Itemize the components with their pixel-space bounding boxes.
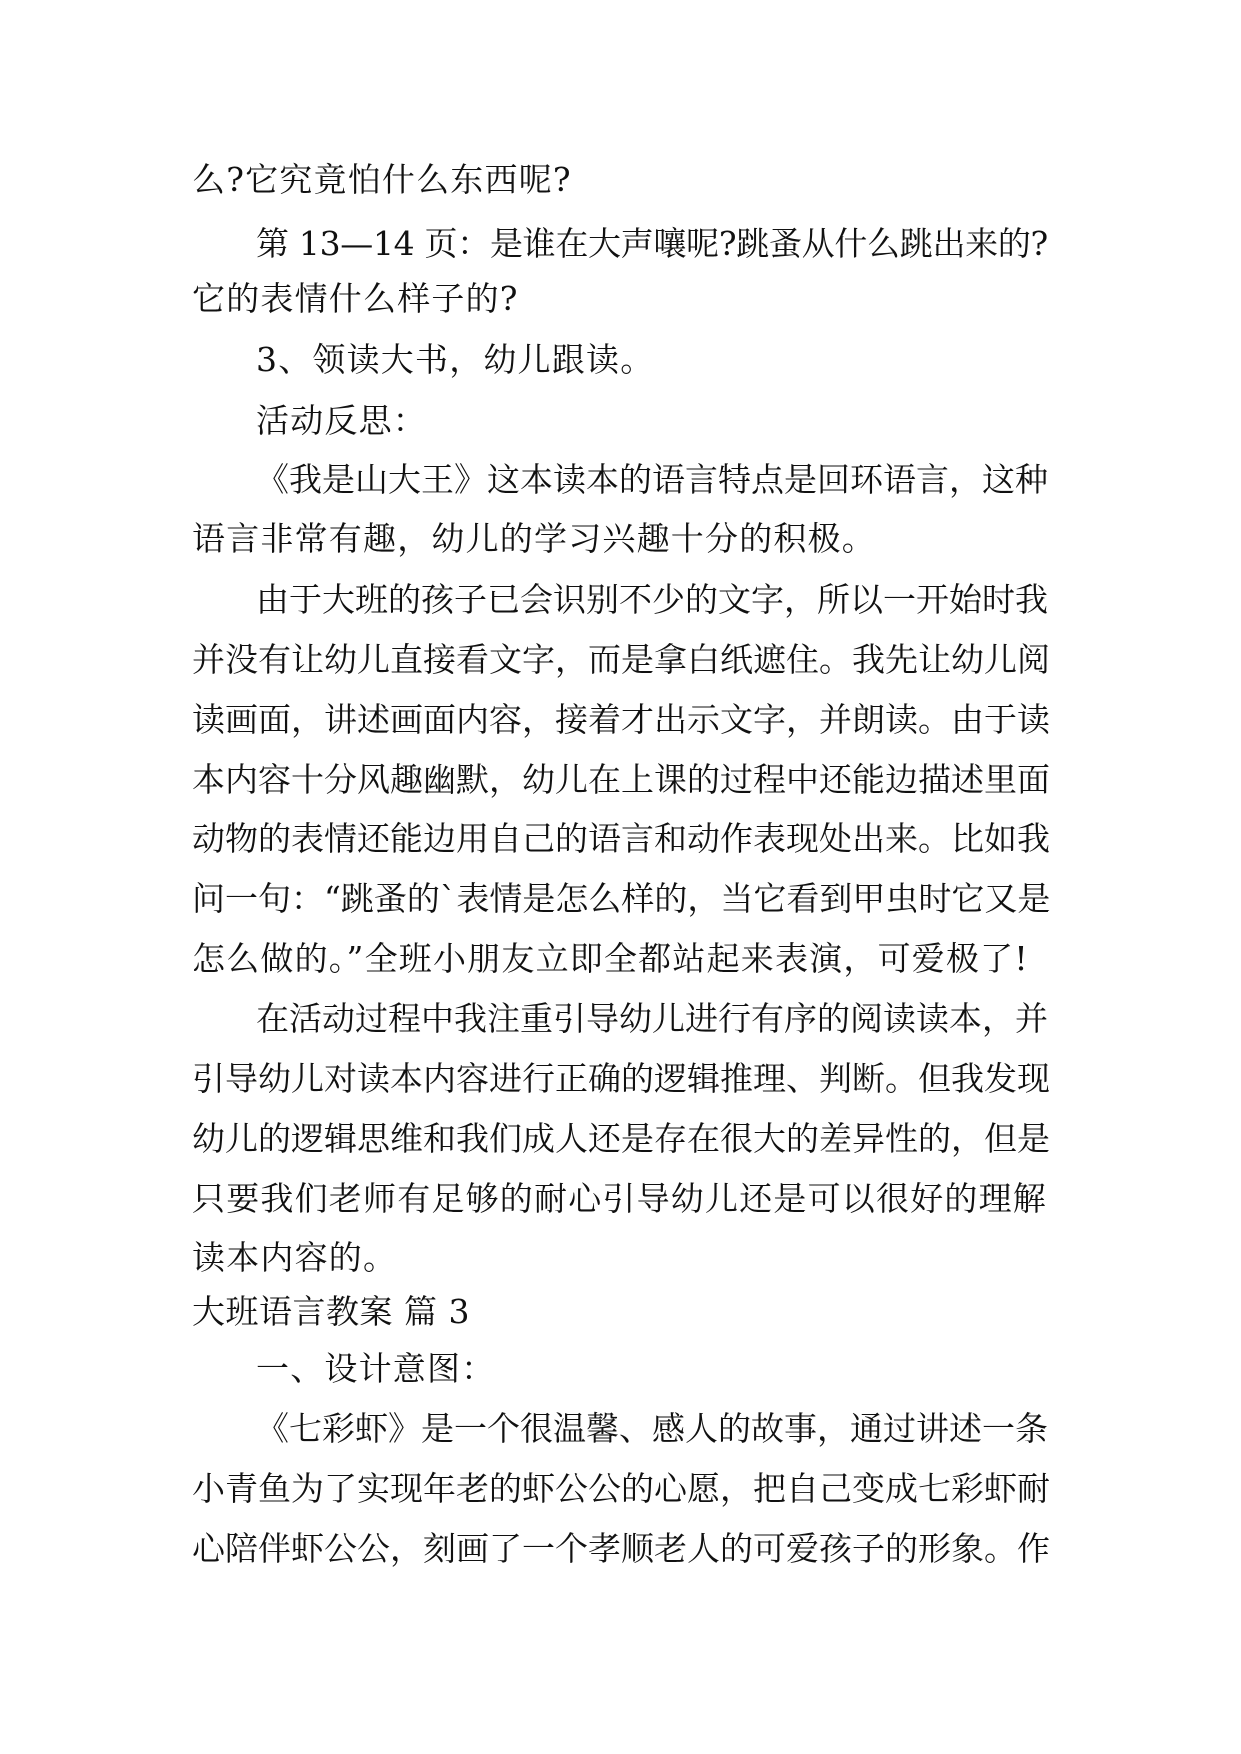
text-line: 语言非常有趣，幼儿的学习兴趣十分的积极。 [192, 519, 876, 558]
text-line: 一、设计意图： [256, 1349, 496, 1388]
text-line: 读本内容的。 [192, 1238, 398, 1277]
text-line: 心陪伴虾公公，刻画了一个孝顺老人的可爱孩子的形象。作 [192, 1529, 1050, 1568]
text-line: 么?它究竟怕什么东西呢? [192, 160, 572, 199]
section-heading: 大班语言教案 篇 3 [192, 1292, 470, 1331]
text-line: 并没有让幼儿直接看文字，而是拿白纸遮住。我先让幼儿阅 [192, 640, 1050, 679]
text-line: 幼儿的逻辑思维和我们成人还是存在很大的差异性的，但是 [192, 1119, 1050, 1158]
text-line: 第 13—14 页：是谁在大声嚷呢?跳蚤从什么跳出来的? [256, 224, 1048, 263]
text-line: 由于大班的孩子已会识别不少的文字，所以一开始时我 [256, 580, 1048, 619]
text-line: 引导幼儿对读本内容进行正确的逻辑推理、判断。但我发现 [192, 1059, 1050, 1098]
text-line: 在活动过程中我注重引导幼儿进行有序的阅读读本，并 [256, 999, 1048, 1038]
text-line: 问一句：“跳蚤的`表情是怎么样的，当它看到甲虫时它又是 [192, 879, 1051, 918]
text-line: 活动反思： [256, 401, 427, 440]
text-line: 读画面，讲述画面内容，接着才出示文字，并朗读。由于读 [192, 700, 1050, 739]
text-line: 只要我们老师有足够的耐心引导幼儿还是可以很好的理解 [192, 1179, 1047, 1218]
text-line: 它的表情什么样子的? [192, 279, 519, 318]
text-line: 小青鱼为了实现年老的虾公公的心愿，把自己变成七彩虾耐 [192, 1469, 1050, 1508]
text-line: 3、领读大书，幼儿跟读。 [256, 340, 655, 379]
text-line: 《七彩虾》是一个很温馨、感人的故事，通过讲述一条 [256, 1409, 1048, 1448]
text-line: 《我是山大王》这本读本的语言特点是回环语言，这种 [256, 460, 1048, 499]
text-line: 怎么做的。”全班小朋友立即全都站起来表演，可爱极了! [192, 939, 1029, 978]
text-line: 本内容十分风趣幽默，幼儿在上课的过程中还能边描述里面 [192, 760, 1050, 799]
text-line: 动物的表情还能边用自己的语言和动作表现处出来。比如我 [192, 819, 1050, 858]
